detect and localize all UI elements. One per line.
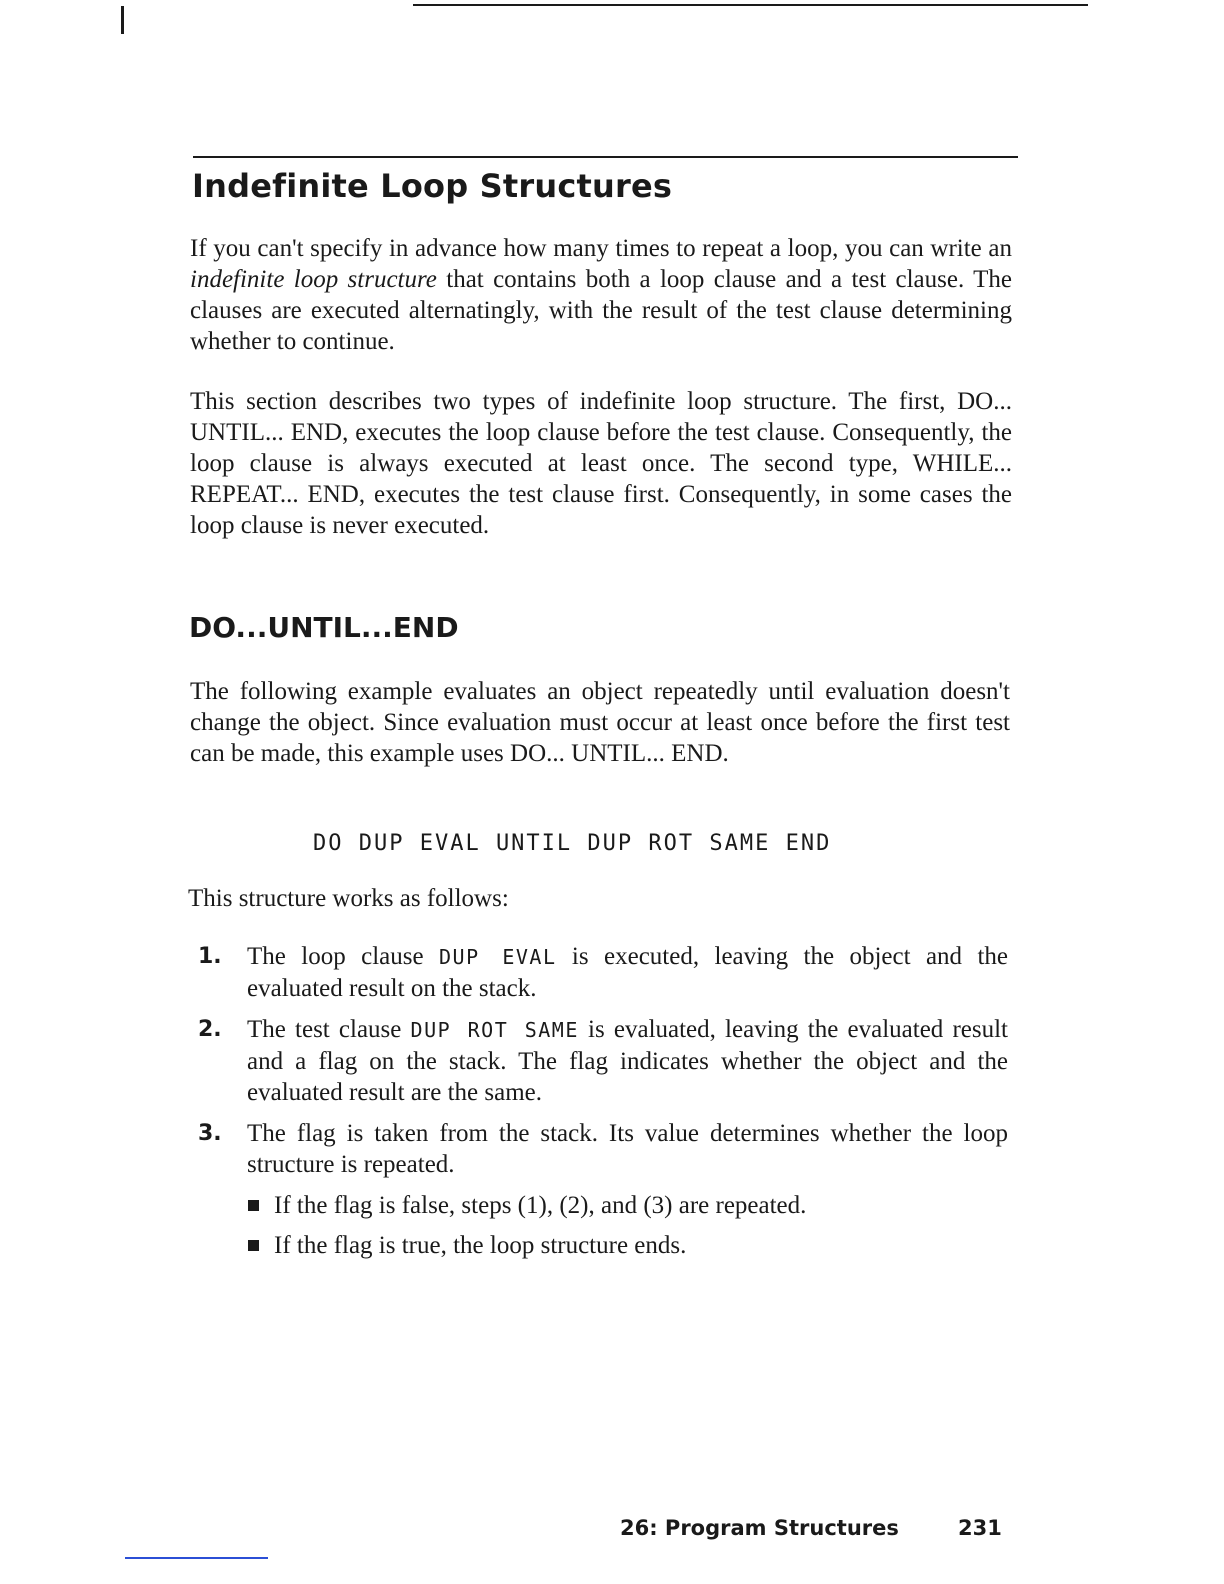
step-text [247,1014,1008,1108]
step-item [190,1118,1008,1261]
step-text-end: is evaluated, leaving the evaluated result and a flag on the stack. The flag indicates whether the object and the evaluated result are the same. [247,1016,1008,1106]
footer-chapter-title: 26: Program Structures [620,1516,899,1540]
step-text [247,941,1008,1004]
step-number: 1. [198,944,222,969]
square-bullet-icon [248,1200,259,1211]
code-example: DO DUP EVAL UNTIL DUP ROT SAME END [313,831,832,856]
steps-list [190,941,1008,1271]
inline-code: DUP ROT SAME [410,1018,579,1042]
step-number: 2. [198,1017,222,1042]
example-paragraph: The following example evaluates an object repeatedly until evaluation doesn't change the object. Since evaluation must occur at least once before the first test can be made, this example uses DO... UNTIL... END. [190,678,1010,767]
page-title: Indefinite Loop Structures [192,167,673,205]
scan-edge-mark [121,6,124,34]
step-text-start: The test clause [247,1016,411,1043]
step-text-end: is executed, leaving the object and the evaluated result on the stack. [247,943,1009,1002]
step-number: 3. [198,1121,222,1146]
bullet-text: If the flag is true, the loop structure ends. [274,1232,687,1259]
bullet-text: If the flag is false, steps (1), (2), and (3) are repeated. [274,1192,807,1219]
steps-intro: This structure works as follows: [188,885,509,912]
scan-bottom-rule [125,1557,268,1559]
section-subheading: DO...UNTIL...END [189,611,459,644]
intro-emphasis: indefinite loop structure [190,266,437,293]
step-item [190,1014,1008,1108]
step-text-start: The loop clause [247,943,440,970]
scan-top-rule [413,4,1088,6]
intro-text-start: If you can't specify in advance how many times to repeat a loop, you can write an [190,235,1012,262]
intro-paragraph [190,233,1012,357]
bullet-item [247,1190,1008,1221]
page-number: 231 [958,1516,1002,1540]
intro-text-end: that contains both a loop clause and a test clause. The clauses are executed alternatingly, with the result of the test clause determining whether to continue. [190,266,1012,355]
square-bullet-icon [248,1240,259,1251]
bullet-item [247,1230,1008,1261]
section-divider [193,156,1018,158]
step-item [190,941,1008,1004]
step-text: The flag is taken from the stack. Its value determines whether the loop structure is repeated. [247,1120,1008,1178]
loop-types-paragraph: This section describes two types of indefinite loop structure. The first, DO... UNTIL... END, executes the loop clause before the test clause. Consequently, the loop clause is always executed at least once. The second type, WHILE... REPEAT... END, executes the test clause first. Consequently, in some cases the loop clause is never executed. [190,388,1012,539]
bullet-list [247,1190,1008,1261]
inline-code: DUP EVAL [439,945,557,969]
